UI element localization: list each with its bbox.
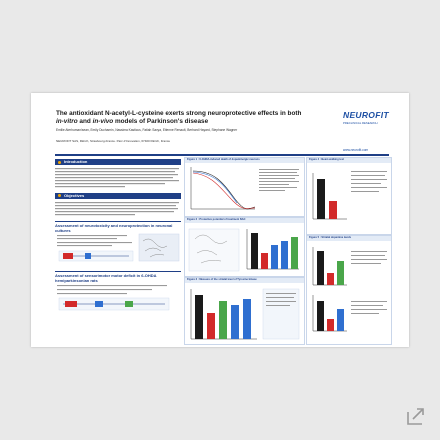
figure-2-title: Figure 2 : Protective potential of treatment NAC (185, 218, 304, 223)
figure-3-plot (185, 283, 304, 344)
figure-3 (184, 277, 305, 345)
figure-4-title: Figure 4 : Beam walking test (307, 158, 391, 163)
figure-5-plot (307, 241, 391, 344)
figure-1 (184, 157, 305, 217)
neurofit-logo (343, 110, 393, 125)
poster-url: www.neurofit.com (343, 148, 369, 152)
header-divider (55, 154, 389, 156)
left-column (55, 157, 181, 318)
figure-4 (306, 157, 392, 235)
expand-arrow-icon[interactable] (404, 406, 428, 428)
objectives-text-lines (55, 201, 181, 217)
neuronal-culture-panel (55, 233, 181, 263)
intro-text-lines (55, 167, 181, 189)
figure-1-plot (185, 163, 304, 216)
figure-5-title: Figure 5 : Striatal dopamine levels (307, 236, 391, 241)
intro-text (55, 167, 181, 191)
figure-2 (184, 217, 305, 277)
logo-name: NEUROFIT (343, 110, 389, 120)
figure-3-title: Figure 3 : Measure of the striatal level of Tyrosine kinase (185, 278, 304, 283)
figure-2-plot (185, 223, 304, 276)
poster-affiliation: NEUROFIT SAS, Illkirch, Strasbourg-France. Parc d'Innovation, 67400 Illkirch, France (56, 139, 171, 143)
figure-1-title: Figure 1 : 6-OHDA-induced death of dopaminergic neurons (185, 158, 304, 163)
poster-authors: Emilie Aterhuman/sean, Emily Duchamin, Nassima Kasticus, Fatiah Savya, Etienne Renault, Berhard Hayard, Stephane Wagner (56, 128, 238, 132)
figure-5 (306, 235, 392, 345)
objectives-text (55, 201, 181, 219)
poster-thumbnail[interactable] (31, 93, 409, 347)
logo-subtitle: PRECLINICAL RESEARCH (343, 121, 378, 125)
assessment-neurotoxicity-heading: Assessment of neurotoxicity and neuroprotection in neuronal cultures (55, 221, 181, 233)
figure-4-plot (307, 163, 391, 234)
section-introduction: Introduction (55, 159, 181, 165)
motor-assessment-panel (55, 283, 181, 313)
section-objectives: Objectives (55, 193, 181, 199)
poster-title: The antioxidant N-acetyl-L-cysteine exerts strong neuroprotective effects in both in-vitro and in-vivo models of Parkinson's disease (56, 110, 302, 125)
assessment-motor-heading: Assessment of sensorimotor motor deficit in 6-OHDA hemiparkinsonian rats (55, 271, 181, 283)
